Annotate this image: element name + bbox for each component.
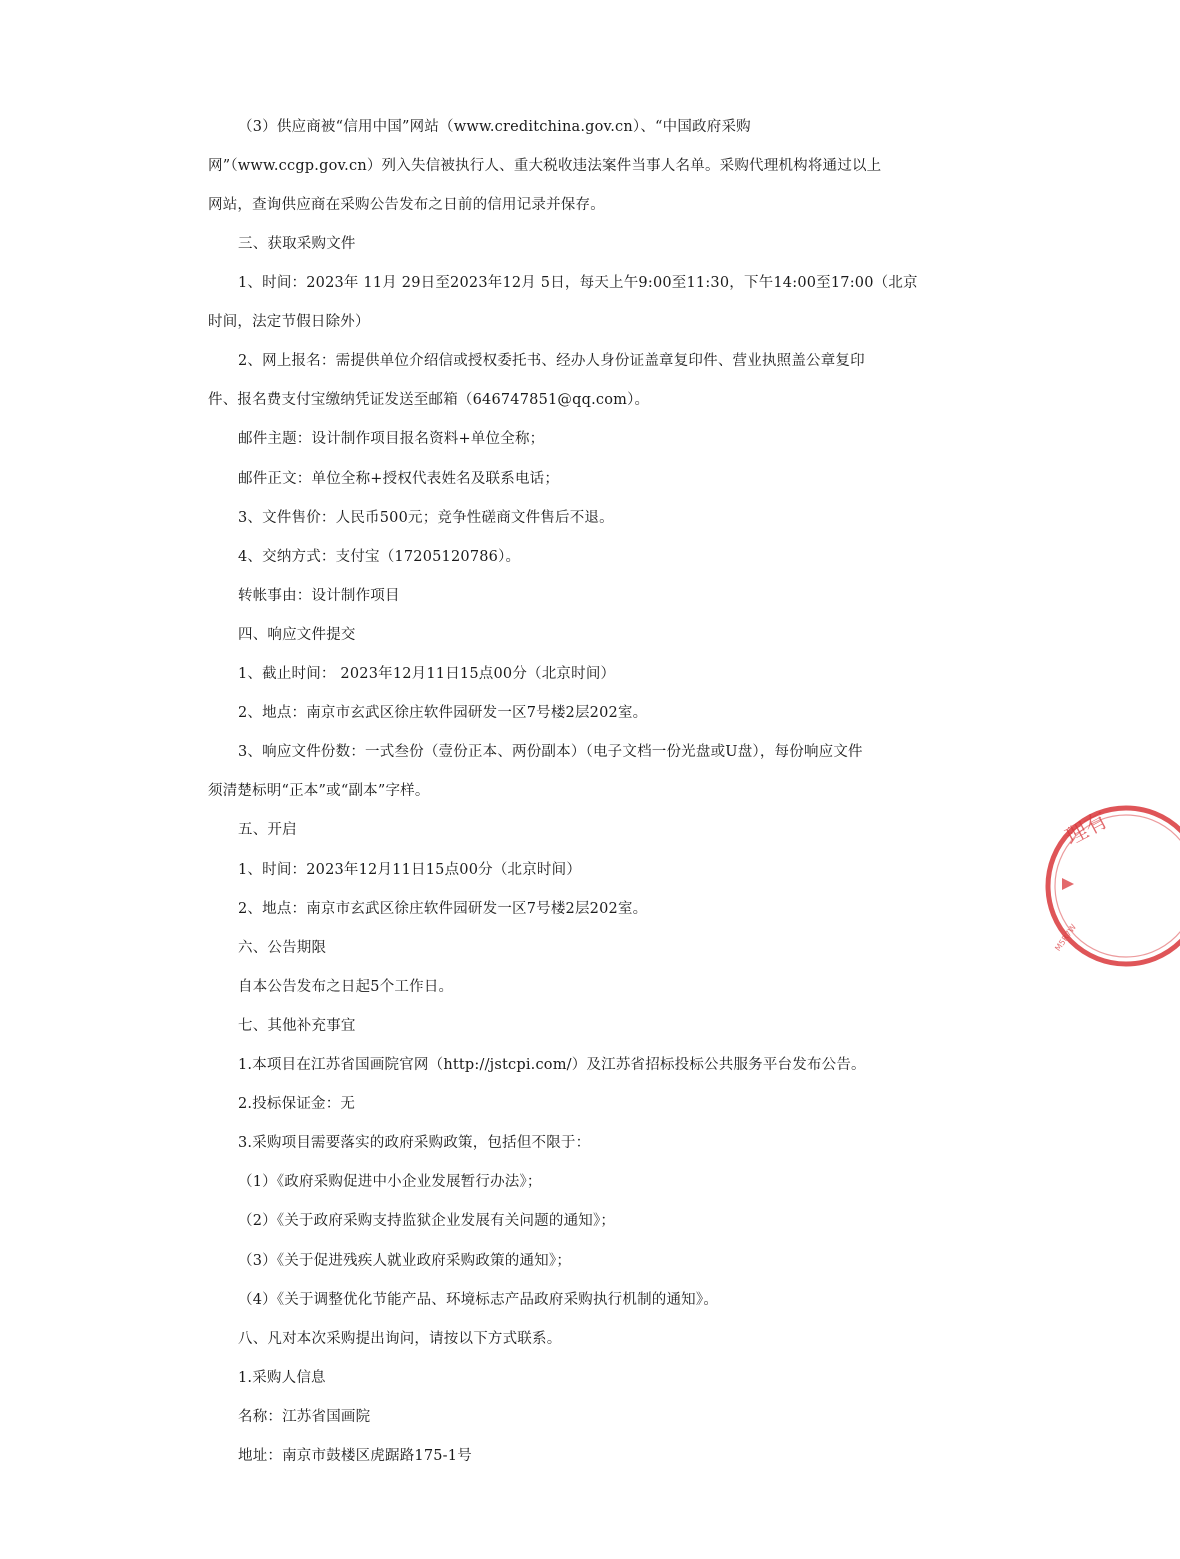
text-line: 1.采购人信息: [238, 1370, 326, 1386]
text-line: 网”（www.ccgp.gov.cn）列入失信被执行人、重大税收违法案件当事人名单。采购代理机构将通过以上: [208, 158, 882, 174]
text-line: （4）《关于调整优化节能产品、环境标志产品政府采购执行机制的通知》。: [238, 1292, 719, 1308]
section-heading: 六、公告期限: [238, 940, 327, 956]
seal-code: M5R7W: [1053, 922, 1079, 953]
section-heading: 八、凡对本次采购提出询问，请按以下方式联系。: [238, 1331, 562, 1347]
text-line: （3）《关于促进残疾人就业政府采购政策的通知》；: [238, 1253, 572, 1269]
text-line: 2.投标保证金：无: [238, 1096, 356, 1112]
text-line: 须清楚标明“正本”或“副本”字样。: [208, 783, 430, 799]
text-line: 自本公告发布之日起5个工作日。: [238, 979, 454, 995]
text-line: 网站，查询供应商在采购公告发布之日前的信用记录并保存。: [208, 197, 605, 213]
section-heading: 四、响应文件提交: [238, 627, 356, 643]
text-line: 转帐事由：设计制作项目: [238, 588, 400, 604]
section-heading: 三、获取采购文件: [238, 236, 356, 252]
text-line: 地址：南京市鼓楼区虎踞路175-1号: [238, 1448, 472, 1464]
text-line: 1.本项目在江苏省国画院官网（http://jstcpi.com/）及江苏省招标投标公共服务平台发布公告。: [238, 1057, 866, 1073]
text-line: 名称：江苏省国画院: [238, 1409, 371, 1425]
text-line: 时间，法定节假日除外）: [208, 314, 370, 330]
text-line: 3、响应文件份数：一式叁份（壹份正本、两份副本）（电子文档一份光盘或U盘），每份响应文件: [238, 744, 863, 760]
text-line: 邮件主题：设计制作项目报名资料+单位全称；: [238, 431, 545, 447]
text-line: （3）供应商被“信用中国”网站（www.creditchina.gov.cn）、“中国政府采购: [238, 119, 751, 135]
text-line: 1、截止时间： 2023年12月11日15点00分（北京时间）: [238, 666, 616, 682]
text-line: 件、报名费支付宝缴纳凭证发送至邮箱（646747851@qq.com）。: [208, 392, 650, 408]
text-line: 3.采购项目需要落实的政府采购政策，包括但不限于：: [238, 1135, 591, 1151]
text-line: 1、时间：2023年12月11日15点00分（北京时间）: [238, 862, 582, 878]
text-line: 邮件正文：单位全称+授权代表姓名及联系电话；: [238, 471, 560, 487]
text-line: 4、交纳方式：支付宝（17205120786）。: [238, 549, 521, 565]
text-line: （2）《关于政府采购支持监狱企业发展有关问题的通知》；: [238, 1213, 616, 1229]
text-line: 2、地点：南京市玄武区徐庄软件园研发一区7号楼2层202室。: [238, 901, 648, 917]
text-line: （1）《政府采购促进中小企业发展暂行办法》；: [238, 1174, 542, 1190]
section-heading: 五、开启: [238, 822, 297, 838]
text-line: 1、时间：2023年 11月 29日至2023年12月 5日，每天上午9:00至11:30，下午14:00至17:00（北京: [238, 275, 918, 291]
text-line: 3、文件售价：人民币500元；竞争性磋商文件售后不退。: [238, 510, 614, 526]
text-line: 2、地点：南京市玄武区徐庄软件园研发一区7号楼2层202室。: [238, 705, 648, 721]
company-seal-stamp: [1040, 800, 1180, 980]
section-heading: 七、其他补充事宜: [238, 1018, 356, 1034]
text-line: 2、网上报名：需提供单位介绍信或授权委托书、经办人身份证盖章复印件、营业执照盖公章复印: [238, 353, 865, 369]
seal-text: 理有: [1061, 807, 1113, 851]
